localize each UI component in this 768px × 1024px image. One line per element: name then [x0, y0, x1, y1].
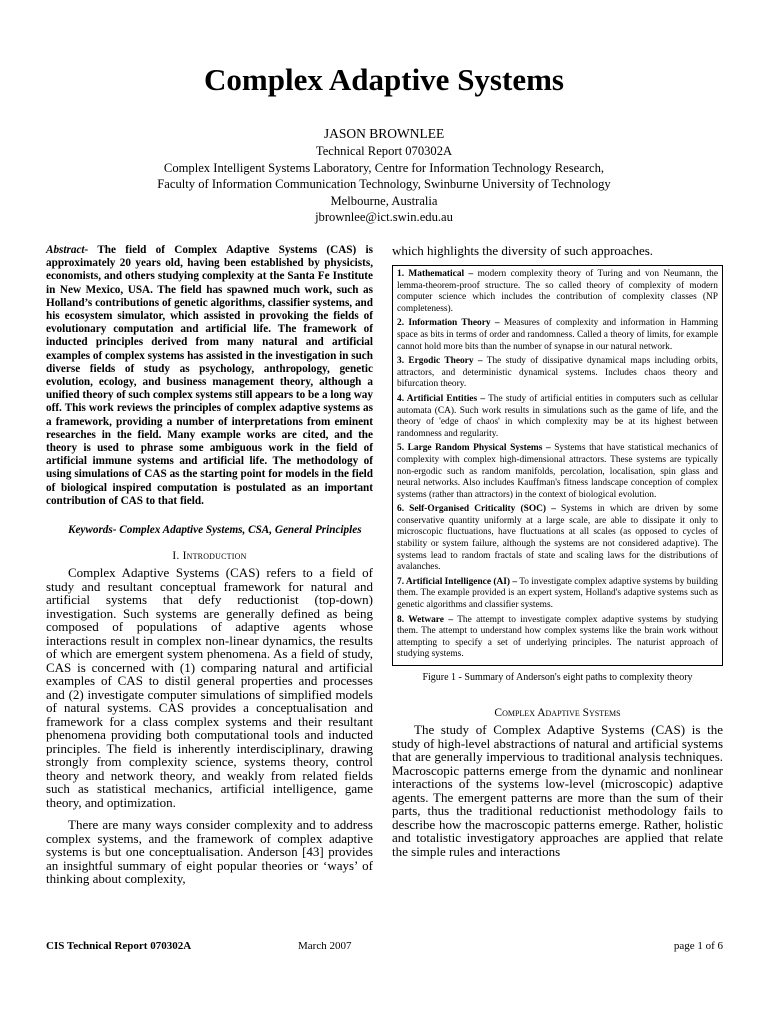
- affiliation-lab: Complex Intelligent Systems Laboratory, Centre for Information Technology Research,: [163, 160, 605, 175]
- report-number: Technical Report 070302A: [315, 144, 453, 159]
- right-intro-line: which highlights the diversity of such approaches.: [392, 243, 654, 258]
- box-item: [397, 504, 718, 574]
- box-item: [397, 269, 718, 315]
- box-item-text: The study of dissipative dynamical maps including orbits, attractors, and deterministic dynamical systems. Includes chaos theory and bifurcation theory.: [397, 356, 719, 390]
- footer-report: CIS Technical Report 070302A: [46, 940, 192, 952]
- cas-paragraph: The study of Complex Adaptive Systems (CAS) is the study of high-level abstractions of natural and artificial systems that are generally impervious to traditional analysis techniques. Macroscopic patterns emerge from the dynamic and nonlinear interactions of the systems low-level (microscopic) adaptive agents. The emergent patterns are more than the sum of their parts, thus the traditional reductionist methodology fails to describe how the macroscopic patterns emerge. Rather, holistic and totalistic investigatory approaches are applied that relate the simple rules and interactions: [392, 722, 723, 859]
- abstract-text: The field of Complex Adaptive Systems (CAS) is approximately 20 years old, having been established by physicists, economists, and others studying complexity at the Santa Fe Institute in New Mexico, USA. The field has spawned much work, such as Holland’s contributions of genetic algorithms, classifier systems, and his ecosystem simulator, which assisted in provoking the fields of evolutionary computation and artificial life. The framework of inducted principles derived from many natural and artificial examples of complex systems has assisted in the investigation in such diverse fields of study as psychology, anthropology, genetic evolution, ecology, and business management theory, although a unified theory of such complex systems still appears to be a long way off. This work reviews the principles of complex adaptive systems as a framework, providing a number of interpretations from eminent researches in the field. Many example works are cited, and the theory is used to phrase some ambiguous work in the field of artificial immune systems and artificial life. The methodology of using simulations of CAS as the starting point for models in the field of biological inspired computation is postulated as an important contribution of CAS to that field.: [46, 244, 373, 507]
- section-number: I.: [172, 550, 180, 563]
- box-item-label: 7. Artificial Intelligence (AI) –: [397, 576, 518, 587]
- section-heading-cas: Complex Adaptive Systems: [494, 707, 621, 719]
- paper-title: Complex Adaptive Systems: [204, 62, 564, 97]
- box-item: [397, 318, 718, 353]
- box-item-text: Measures of complexity and information in Hamming space as bits in terms of order and randomness. Called a theory of limits, for example cannot hold more bits than the number of synapse in our natural network.: [397, 318, 719, 352]
- footer-page-number: page 1 of 6: [673, 940, 723, 952]
- affiliation-faculty: Faculty of Information Communication Technology, Swinburne University of Technology: [157, 177, 611, 192]
- abstract: [46, 244, 373, 508]
- author-block: [0, 126, 768, 225]
- box-item-label: 3. Ergodic Theory –: [397, 356, 483, 367]
- box-item-label: 1. Mathematical –: [397, 269, 474, 279]
- right-column: [392, 243, 723, 858]
- section-title: Introduction: [182, 550, 247, 563]
- intro-paragraph-1: Complex Adaptive Systems (CAS) refers to a field of study and resultant conceptual framework for natural and artificial systems that defy reductionist (top-down) investigation. Such systems are generally defined as being composed of populations of adaptive agents whose interactions result in complex non-linear dynamics, the results of which are emergent system phenomena. As a field of study, CAS is concerned with (1) comparing natural and artificial examples of CAS to distil general properties and processes and (2) investigate computer simulations of simplified models of natural systems. CAS provides a conceptualisation and framework for a class complex systems and their resultant phenomena providing both computational tools and inducted principles. The field is inherently interdisciplinary, drawing strongly from complexity science, systems theory, control theory and network theory, and weakly from related fields such as statistical mechanics, artificial intelligence, game theory, and optimization.: [46, 565, 373, 810]
- footer-date: March 2007: [298, 940, 352, 952]
- keywords: Keywords- Complex Adaptive Systems, CSA, General Principles: [68, 524, 362, 537]
- box-item-text: To investigate complex adaptive systems by building them. The example provided is an expert system, Holland's adaptive systems such as genetic algorithms and classifier systems.: [397, 576, 718, 611]
- box-item-label: 6. Self-Organised Criticality (SOC) –: [397, 504, 556, 515]
- box-item-text: modern complexity theory of Turing and von Neumann, the lemma-theorem-proof structure. The so called theory of complexity of modern computer science which includes the contribution of complexity classes (NP completeness).: [397, 269, 718, 314]
- box-item: [397, 356, 718, 391]
- intro-paragraph-2: There are many ways consider complexity and to address complex systems, and the framework of complex adaptive systems is but one conceptualisation. Anderson [43] provides an insightful summary of eight popular theories or ‘ways’ of thinking about complexity,: [46, 817, 373, 887]
- box-item-label: 8. Wetware –: [397, 614, 454, 625]
- box-item-text: The attempt to investigate complex adaptive systems by studying them. The attempt to understand how complex systems like the brain work without attempting to specify a set of underlying principles. The naturist approach of studying systems.: [397, 614, 718, 660]
- box-item-text: Systems in which are driven by some conservative quantity uniformly at a large scale, are able to dissipate it only to microscopic fluctuations, have fluctuations at all scales (as opposed to cycles of stability or system failure, although the systems are not considered adaptive). The systems lead to random fractals of state and scaling laws for the distributions of avalanches.: [397, 504, 718, 573]
- affiliation-location: Melbourne, Australia: [330, 193, 438, 208]
- box-item-text: Systems that have statistical mechanics of complexity with complex high-dimensional attractors. These systems are typically non-ergodic such as random manifolds, percolation, localisation, spin glass and neural networks. Also includes Kauffman's fitness landscape conception of complex systems (rather than attractors) in the context of biological evolution.: [397, 443, 718, 500]
- figure-caption: Figure 1 - Summary of Anderson's eight paths to complexity theory: [422, 672, 693, 683]
- box-item-label: 5. Large Random Physical Systems –: [397, 443, 551, 454]
- author-email: jbrownlee@ict.swin.edu.au: [315, 210, 453, 225]
- box-item: [397, 443, 718, 501]
- section-heading-introduction: [46, 550, 373, 562]
- box-item: [397, 394, 718, 440]
- box-item-text: The study of artificial entities in computers such as cellular automata (CA). Such work results in simulations such as the game of life, and the theory of 'edge of chaos' in which complexity may be at its highest between randomness and regularity.: [397, 393, 718, 439]
- anderson-summary-box: [392, 265, 723, 666]
- box-item-label: 4. Artificial Entities –: [397, 393, 486, 404]
- abstract-lead: Abstract-: [46, 244, 89, 256]
- box-item-label: 2. Information Theory –: [397, 318, 500, 329]
- box-item: [397, 577, 718, 612]
- author-name: JASON BROWNLEE: [323, 126, 445, 141]
- box-item: [397, 615, 718, 661]
- left-column: [46, 244, 373, 886]
